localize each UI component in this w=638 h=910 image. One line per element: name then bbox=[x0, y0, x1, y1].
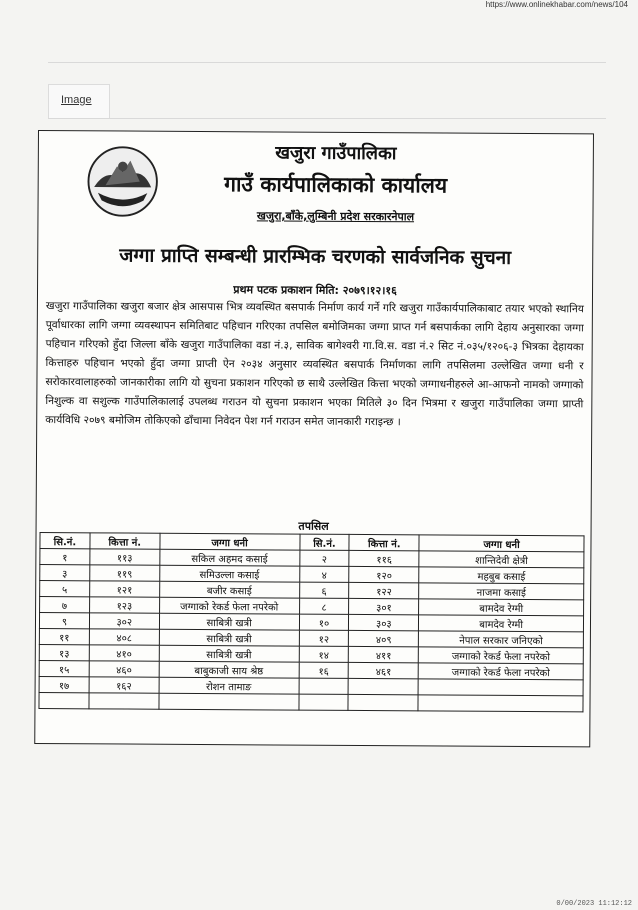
cell-owner: महबुब कसाई bbox=[419, 567, 584, 584]
header-kitta: कित्ता नं. bbox=[90, 533, 160, 549]
municipality-name: खजुरा गाउँपालिका bbox=[275, 142, 397, 165]
cell-owner: बजीर कसाई bbox=[159, 581, 299, 598]
cell-sn bbox=[299, 678, 349, 694]
cell-kitta: ४०९ bbox=[349, 630, 419, 646]
cell-owner: जग्गाको रेकर्ड फेला नपरेको bbox=[419, 647, 584, 664]
cell-owner: बामदेव रेग्मी bbox=[419, 599, 584, 616]
cell-kitta bbox=[348, 678, 418, 694]
cell-kitta: ३०१ bbox=[349, 598, 419, 614]
cell-owner: शान्तिदेवी क्षेत्री bbox=[419, 551, 584, 568]
cell-sn: ९ bbox=[39, 613, 89, 629]
office-name: गाउँ कार्यपालिकाको कार्यालय bbox=[224, 172, 448, 198]
cell-kitta: ११६ bbox=[349, 550, 419, 566]
cell-owner: जग्गाको रेकर्ड फेला नपरेको bbox=[159, 597, 299, 614]
cell-sn: ८ bbox=[299, 598, 349, 614]
tab-image-label: Image bbox=[61, 94, 92, 106]
cell-owner: बामदेव रेग्मी bbox=[419, 615, 584, 632]
cell-sn: १६ bbox=[299, 662, 349, 678]
cell-kitta: ४१० bbox=[89, 645, 159, 661]
header-owner: जग्गा धनी bbox=[419, 535, 584, 552]
cell-kitta: ११९ bbox=[90, 565, 160, 581]
cell-kitta: ४०८ bbox=[89, 629, 159, 645]
cell-sn: ४ bbox=[299, 566, 349, 582]
publication-date: प्रथम पटक प्रकाशन मिति: २०७९।१२।१६ bbox=[233, 283, 397, 298]
notice-document bbox=[34, 130, 594, 747]
cell-empty bbox=[159, 693, 299, 710]
cell-sn: १२ bbox=[299, 630, 349, 646]
cell-empty bbox=[418, 695, 583, 712]
header-sn: सि.नं. bbox=[299, 534, 349, 550]
header-kitta: कित्ता नं. bbox=[349, 534, 419, 550]
header-sn: सि.नं. bbox=[40, 533, 90, 549]
cell-empty bbox=[39, 693, 89, 709]
cell-kitta: १२१ bbox=[90, 581, 160, 597]
cell-sn: ७ bbox=[40, 597, 90, 613]
cell-kitta: १२० bbox=[349, 566, 419, 582]
cell-kitta: ४६१ bbox=[349, 662, 419, 678]
cell-kitta: ११३ bbox=[90, 549, 160, 565]
url-text: https://www.onlinekhabar.com/news/104 bbox=[485, 0, 628, 9]
cell-kitta: ३०२ bbox=[89, 613, 159, 629]
cell-owner: नाजमा कसाई bbox=[419, 583, 584, 600]
cell-kitta: १२२ bbox=[349, 582, 419, 598]
cell-owner bbox=[418, 679, 583, 696]
cell-sn: ५ bbox=[40, 581, 90, 597]
cell-sn: ३ bbox=[40, 565, 90, 581]
cell-sn: १० bbox=[299, 614, 349, 630]
cell-sn: १ bbox=[40, 549, 90, 565]
divider-top bbox=[48, 62, 606, 63]
scan-timestamp: 0/00/2023 11:12:12 bbox=[556, 900, 632, 908]
notice-body: खजुरा गाउँपालिका खजुरा बजार क्षेत्र आसपास भित्र व्यवस्थित बसपार्क निर्माण कार्य गर्ने गरि खजुरा गाउँकार्यपालिकाबाट तयार भएको स्थानिय पूर्वाधारका लागि जग्गा व्यवस्थापन समितिबाट पहिचान गरिएका तपसिल बमोजिमका जग्गा प्राप्त गर्न बसपार्कका लागि देहाय अनुसारका जग्गा पहिचान गरिएको हुँदा जिल्ला बाँके खजुरा गाउँपालिका वडा नं.३, साविक बागेश्वरी गा.वि.स. वडा नं.२ सिट नं.०३५/१२०६-३ भित्रका देहायका कित्ताहरु पहिचान भएको हुँदा जग्गा प्राप्ती ऐन २०३४ अनुसार व्यवस्थित बसपार्क निर्माणका लागि तपसिलमा उल्लेखित जग्गा धनी र सरोकारवालाहरुको जानकारीका लागि यो सुचना प्रकाशन गरिएको छ साथै उल्लेखित कित्ता भएको जग्गाधनीहरुले आ-आफनो नामको जग्गाको निशुल्क वा सशुल्क गाउँपालिकालाई उपलब्ध गराउन यो सुचना प्रकाशन भएका मितिले ३० दिन भित्रमा र खजुरा गाउँपालिका जग्गा प्राप्ती कार्यविधि २०७९ बमोजिम तोकिएको ढाँचामा निवेदन पेश गर्न गराउन समेत जानकारी गराइन्छ । bbox=[45, 300, 584, 429]
cell-empty bbox=[89, 693, 159, 709]
cell-kitta: १६२ bbox=[89, 677, 159, 693]
cell-sn: ११ bbox=[39, 629, 89, 645]
divider-tab bbox=[48, 118, 606, 119]
cell-sn: १३ bbox=[39, 645, 89, 661]
cell-kitta: ४६० bbox=[89, 661, 159, 677]
cell-sn: ६ bbox=[299, 582, 349, 598]
table-row-empty bbox=[39, 693, 583, 712]
table-caption: तपसिल bbox=[298, 519, 329, 533]
cell-owner: साबित्री खत्री bbox=[159, 629, 299, 646]
tab-image[interactable] bbox=[48, 84, 110, 119]
cell-owner: रोशन तामाङ bbox=[159, 677, 299, 694]
notice-title: जग्गा प्राप्ति सम्बन्धी प्रारम्भिक चरणको सार्वजनिक सुचना bbox=[119, 244, 512, 269]
cell-sn: २ bbox=[299, 550, 349, 566]
cell-kitta: ४११ bbox=[349, 646, 419, 662]
cell-empty bbox=[348, 694, 418, 710]
cell-owner: जग्गाको रेकर्ड फेला नपरेको bbox=[418, 663, 583, 680]
header-owner: जग्गा धनी bbox=[160, 533, 300, 550]
cell-kitta: ३०३ bbox=[349, 614, 419, 630]
cell-sn: १४ bbox=[299, 646, 349, 662]
cell-owner: साबित्री खत्री bbox=[159, 613, 299, 630]
cell-sn: १५ bbox=[39, 661, 89, 677]
office-address: खजुरा,बाँके,लुम्बिनी प्रदेश सरकारनेपाल bbox=[256, 209, 415, 224]
cell-sn: १७ bbox=[39, 677, 89, 693]
land-owner-table bbox=[38, 532, 584, 712]
cell-owner: बाबुकाजी साय श्रेष्ठ bbox=[159, 661, 299, 678]
cell-owner: नेपाल सरकार जनिएको bbox=[419, 631, 584, 648]
cell-empty bbox=[299, 694, 349, 710]
cell-owner: साबित्री खत्री bbox=[159, 645, 299, 662]
cell-owner: समिउल्ला कसाई bbox=[159, 565, 299, 582]
cell-owner: सकिल अहमद कसाई bbox=[160, 549, 300, 566]
cell-kitta: १२३ bbox=[89, 597, 159, 613]
